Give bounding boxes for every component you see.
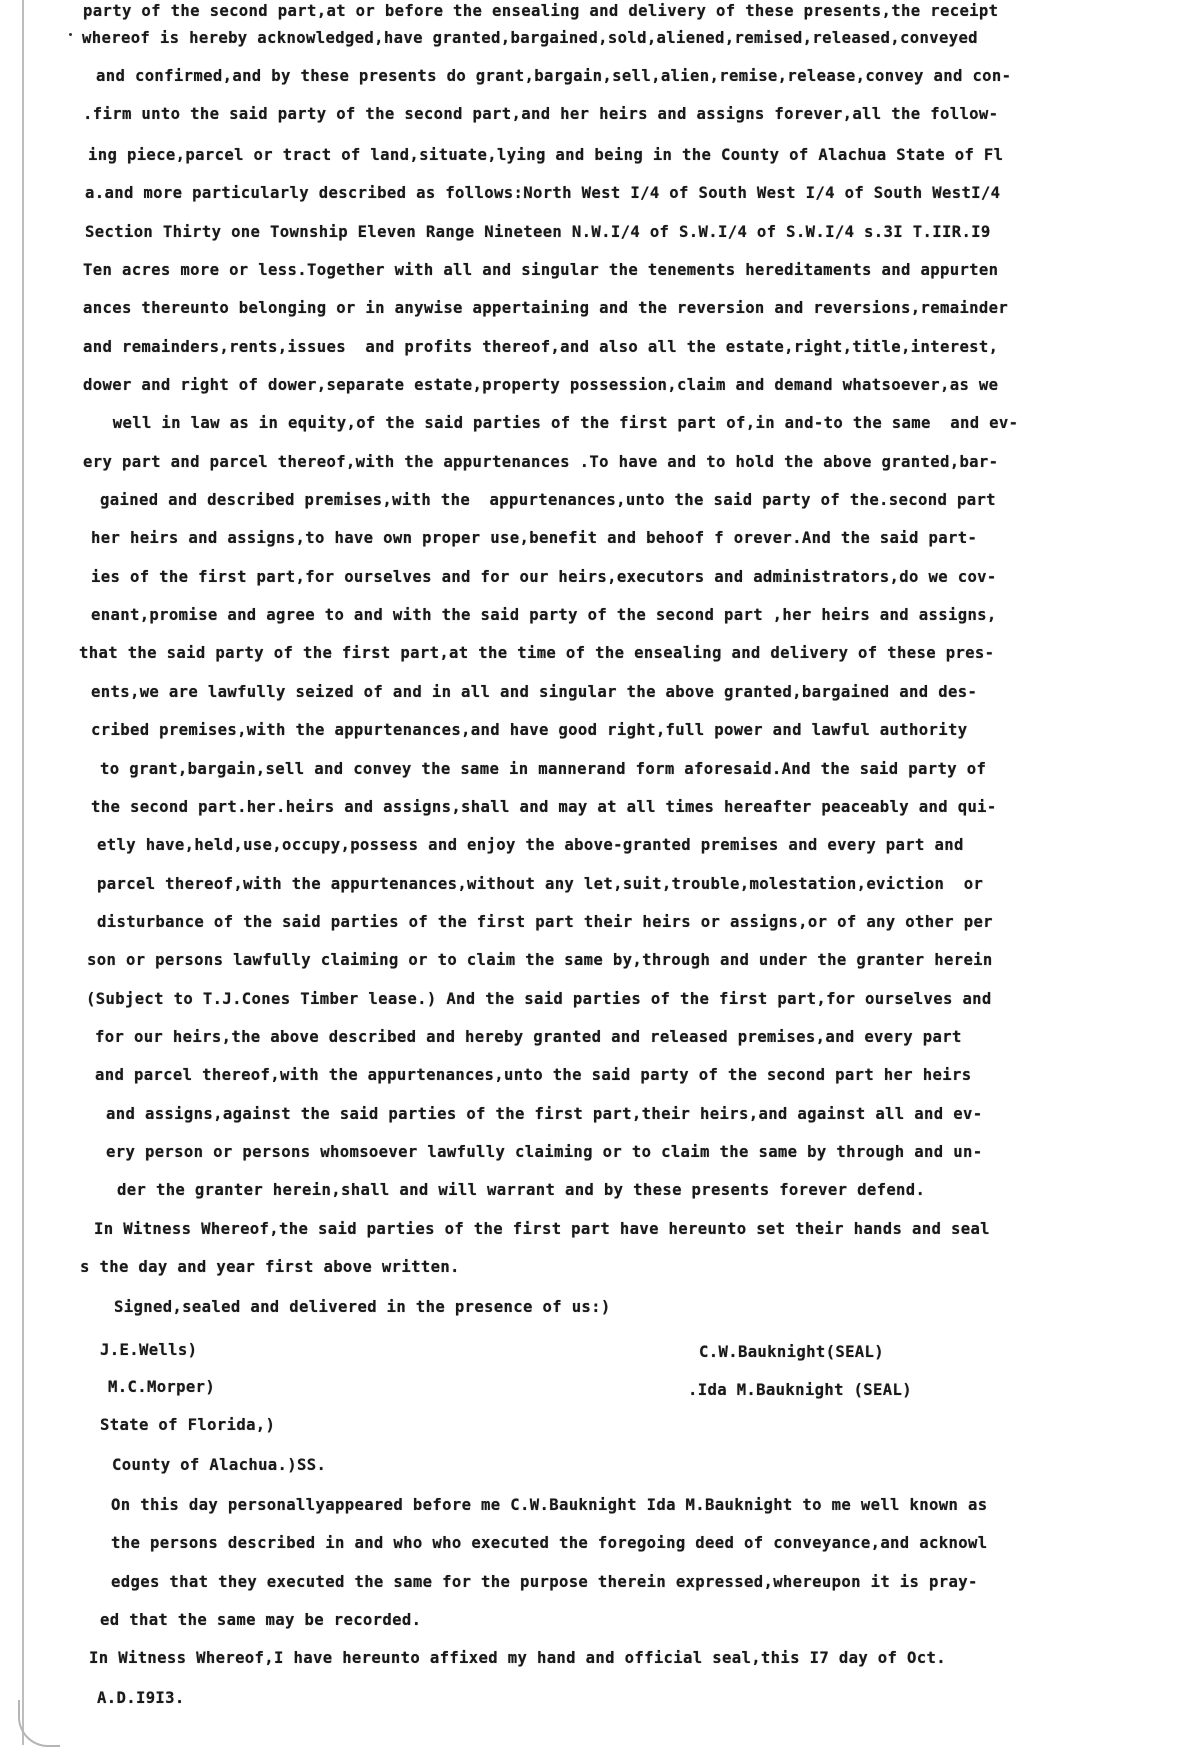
deed-line: the second part.her.heirs and assigns,shall and may at all times hereafter peaceably and qui- [91, 798, 997, 816]
witness-name: M.C.Morper) [108, 1378, 216, 1396]
grantor-signature: C.W.Bauknight(SEAL) [699, 1343, 885, 1361]
deed-line: gained and described premises,with the appurtenances,unto the said party of the.second part [100, 491, 996, 509]
acknowledgment-line: edges that they executed the same for the purpose therein expressed,whereupon it is pray- [111, 1573, 978, 1591]
page-corner-curl [18, 1700, 60, 1747]
deed-line: and confirmed,and by these presents do grant,bargain,sell,alien,remise,release,convey and con- [96, 67, 1012, 85]
acknowledgment-line: ed that the same may be recorded. [100, 1611, 422, 1629]
deed-line: .firm unto the said party of the second part,and her heirs and assigns forever,all the follow- [83, 105, 999, 123]
grantor-signature: .Ida M.Bauknight (SEAL) [688, 1381, 912, 1399]
deed-line: In Witness Whereof,the said parties of the first part have hereunto set their hands and seal [94, 1220, 990, 1238]
page-left-edge [22, 0, 24, 1745]
deed-line: (Subject to T.J.Cones Timber lease.) And the said parties of the first part,for ourselves and [86, 990, 992, 1008]
deed-line: whereof is hereby acknowledged,have granted,bargained,sold,aliened,remised,released,conveyed [82, 29, 978, 47]
deed-line: ery person or persons whomsoever lawfully claiming or to claim the same by through and un- [106, 1143, 983, 1161]
deed-line: cribed premises,with the appurtenances,and have good right,full power and lawful authority [91, 721, 968, 739]
deed-line: ies of the first part,for ourselves and for our heirs,executors and administrators,do we cov- [91, 568, 997, 586]
acknowledgment-line: the persons described in and who who executed the foregoing deed of conveyance,and acknowl [111, 1534, 988, 1552]
deed-line: der the granter herein,shall and will warrant and by these presents forever defend. [117, 1181, 926, 1199]
deed-line: ery part and parcel thereof,with the appurtenances .To have and to hold the above granted,bar- [83, 453, 999, 471]
deed-line: dower and right of dower,separate estate,property possession,claim and demand whatsoever,as we [83, 376, 999, 394]
closing-witness-line: In Witness Whereof,I have hereunto affixed my hand and official seal,this I7 day of Oct. [89, 1649, 946, 1667]
deed-line: to grant,bargain,sell and convey the same in mannerand form aforesaid.And the said party of [100, 760, 987, 778]
deed-line: Ten acres more or less.Together with all and singular the tenements hereditaments and appurten [83, 261, 999, 279]
county-line: County of Alachua.)SS. [112, 1456, 327, 1474]
deed-line: a.and more particularly described as follows:North West I/4 of South West I/4 of South WestI/4 [85, 184, 1001, 202]
signed-sealed-line: Signed,sealed and delivered in the presence of us:) [114, 1298, 611, 1316]
deed-line: party of the second part,at or before the ensealing and delivery of these presents,the receipt [83, 2, 999, 20]
deed-line: enant,promise and agree to and with the said party of the second part ,her heirs and assigns, [91, 606, 997, 624]
date-line: A.D.I9I3. [97, 1689, 185, 1707]
deed-line: s the day and year first above written. [80, 1258, 460, 1276]
deed-line: disturbance of the said parties of the first part their heirs or assigns,or of any other per [97, 913, 993, 931]
deed-line: and remainders,rents,issues and profits thereof,and also all the estate,right,title,interest, [83, 338, 999, 356]
deed-line: well in law as in equity,of the said parties of the first part of,in and-to the same and ev- [103, 414, 1019, 432]
deed-line: ents,we are lawfully seized of and in all and singular the above granted,bargained and des- [91, 683, 978, 701]
witness-name: J.E.Wells) [100, 1341, 198, 1359]
acknowledgment-line: On this day personallyappeared before me C.W.Bauknight Ida M.Bauknight to me well known as [111, 1496, 988, 1514]
deed-line: ances thereunto belonging or in anywise appertaining and the reversion and reversions,remainder [83, 299, 1009, 317]
deed-line: her heirs and assigns,to have own proper use,benefit and behoof f orever.And the said part- [91, 529, 978, 547]
state-line: State of Florida,) [100, 1416, 276, 1434]
deed-line: parcel thereof,with the appurtenances,without any let,suit,trouble,molestation,eviction or [97, 875, 984, 893]
deed-line: son or persons lawfully claiming or to claim the same by,through and under the granter herein [87, 951, 993, 969]
deed-line: that the said party of the first part,at the time of the ensealing and delivery of these pres- [79, 644, 995, 662]
deed-line: Section Thirty one Township Eleven Range Nineteen N.W.I/4 of S.W.I/4 of S.W.I/4 s.3I T.IIR.I9 [85, 223, 991, 241]
deed-line: and parcel thereof,with the appurtenances,unto the said party of the second part her heirs [95, 1066, 972, 1084]
margin-mark [69, 33, 72, 36]
deed-line: and assigns,against the said parties of the first part,their heirs,and against all and ev- [106, 1105, 983, 1123]
deed-line: ing piece,parcel or tract of land,situate,lying and being in the County of Alachua State of Fl [88, 146, 1004, 164]
deed-line: for our heirs,the above described and hereby granted and released premises,and every part [95, 1028, 962, 1046]
deed-line: etly have,held,use,occupy,possess and enjoy the above-granted premises and every part and [97, 836, 964, 854]
